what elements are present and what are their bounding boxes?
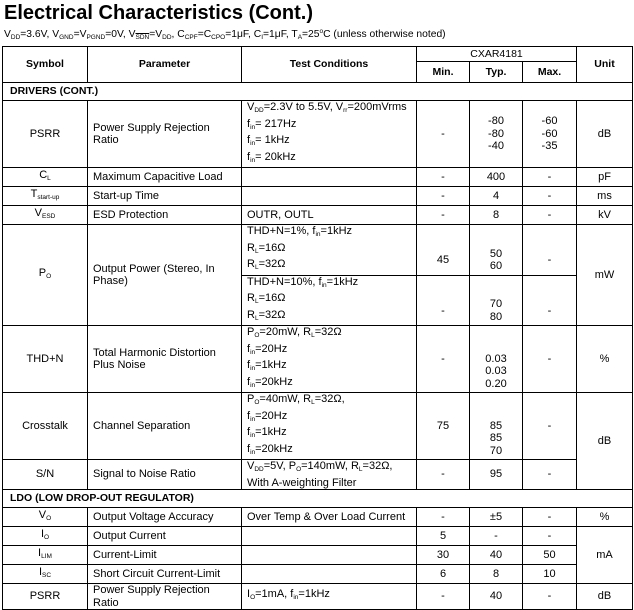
unit-cell: pF bbox=[577, 168, 633, 187]
typ-cell: 40 bbox=[470, 546, 523, 565]
min-cell: - bbox=[417, 275, 470, 326]
max-cell: -60 -60 -35 bbox=[523, 101, 577, 168]
max-cell: - bbox=[523, 206, 577, 225]
unit-cell: dB bbox=[577, 584, 633, 610]
symbol-cell: Crosstalk bbox=[3, 393, 88, 460]
max-cell: - bbox=[523, 275, 577, 326]
symbol-cell: $I_{SC}$ bbox=[3, 565, 88, 584]
symbol-cell: THD+N bbox=[3, 326, 88, 393]
typ-cell: 70 80 bbox=[470, 275, 523, 326]
min-cell: - bbox=[417, 584, 470, 610]
typ-cell: 400 bbox=[470, 168, 523, 187]
max-cell: - bbox=[523, 460, 577, 490]
max-cell: - bbox=[523, 225, 577, 276]
unit-cell: % bbox=[577, 326, 633, 393]
symbol-cell: $T_{start-up}$ bbox=[3, 187, 88, 206]
symbol-cell: $P_O$ bbox=[3, 225, 88, 326]
unit-cell: dB bbox=[577, 101, 633, 168]
unit-cell: kV bbox=[577, 206, 633, 225]
table-row bbox=[3, 206, 633, 225]
max-cell: - bbox=[523, 508, 577, 527]
typ-cell: 4 bbox=[470, 187, 523, 206]
header-max: Max. bbox=[523, 62, 577, 83]
parameter-cell: ESD Protection bbox=[88, 206, 242, 225]
table-row bbox=[3, 225, 633, 276]
conditions-cell: $V_{DD}=5V$, $P_O=140mW$, $R_L=32\Omega$, With A-weighting Filter bbox=[242, 460, 417, 490]
parameter-cell: Power Supply Rejection Ratio bbox=[88, 101, 242, 168]
unit-cell: dB bbox=[577, 393, 633, 490]
parameter-cell: Start-up Time bbox=[88, 187, 242, 206]
max-cell: - bbox=[523, 187, 577, 206]
symbol-cell: $I_{LIM}$ bbox=[3, 546, 88, 565]
conditions-cell: OUTR, OUTL bbox=[242, 206, 417, 225]
parameter-cell: Power Supply Rejection Ratio bbox=[88, 584, 242, 610]
header-symbol: Symbol bbox=[3, 47, 88, 83]
conditions-cell: $V_{DD}=2.3V$ to 5.5V, $V_{rr}=200mVrms$ $f_{in}= 217Hz$ $f_{in}= 1kHz$ $f_{in}= 20kHz$ bbox=[242, 101, 417, 168]
conditions-cell: THD+N=1%, $f_{in}=1kHz$ $R_L=16\Omega$ $R_L=32\Omega$ bbox=[242, 225, 417, 276]
conditions-cell bbox=[242, 187, 417, 206]
typ-cell: 95 bbox=[470, 460, 523, 490]
conditions-cell bbox=[242, 168, 417, 187]
typ-cell: 50 60 bbox=[470, 225, 523, 276]
typ-cell: -80 -80 -40 bbox=[470, 101, 523, 168]
typ-cell: 8 bbox=[470, 565, 523, 584]
table-row bbox=[3, 460, 633, 490]
section-row bbox=[3, 83, 633, 101]
table-row bbox=[3, 101, 633, 168]
unit-cell: ms bbox=[577, 187, 633, 206]
table-row bbox=[3, 565, 633, 584]
parameter-cell: Channel Separation bbox=[88, 393, 242, 460]
min-cell: - bbox=[417, 101, 470, 168]
table-row bbox=[3, 168, 633, 187]
max-cell: - bbox=[523, 326, 577, 393]
parameter-cell: Current-Limit bbox=[88, 546, 242, 565]
conditions-note: $V_{DD}=3.6V$, $V_{GND}=V_{PGND}=0V$, $V_{\overline{SDN}}=V_{DD}$, $C_{CPF}=C_{CPO}=1\mu F$, $C_I=1\mu F$, $T_A=25^oC$ (unless otherwise noted) bbox=[4, 28, 446, 41]
section-row bbox=[3, 490, 633, 508]
typ-cell: 85 85 70 bbox=[470, 393, 523, 460]
typ-cell: ±5 bbox=[470, 508, 523, 527]
typ-cell: 8 bbox=[470, 206, 523, 225]
parameter-cell: Output Power (Stereo, In Phase) bbox=[88, 225, 242, 326]
min-cell: 75 bbox=[417, 393, 470, 460]
max-cell: - bbox=[523, 527, 577, 546]
symbol-cell: PSRR bbox=[3, 101, 88, 168]
conditions-cell: $I_O=1mA$, $f_{in}=1kHz$ bbox=[242, 584, 417, 610]
conditions-cell bbox=[242, 565, 417, 584]
min-cell: - bbox=[417, 168, 470, 187]
symbol-cell: $V_O$ bbox=[3, 508, 88, 527]
min-cell: - bbox=[417, 326, 470, 393]
max-cell: - bbox=[523, 393, 577, 460]
typ-cell: 40 bbox=[470, 584, 523, 610]
symbol-cell: PSRR bbox=[3, 584, 88, 610]
page-title: Electrical Characteristics (Cont.) bbox=[4, 2, 313, 24]
section-drivers: DRIVERS (CONT.) bbox=[3, 83, 633, 101]
symbol-cell: $I_O$ bbox=[3, 527, 88, 546]
conditions-cell: $P_O=20mW$, $R_L=32\Omega$ $f_{in}=20Hz$ $f_{in}=1kHz$ $f_{in}=20kHz$ bbox=[242, 326, 417, 393]
min-cell: - bbox=[417, 187, 470, 206]
table-row bbox=[3, 326, 633, 393]
typ-cell: 0.03 0.03 0.20 bbox=[470, 326, 523, 393]
table-row bbox=[3, 584, 633, 610]
conditions-cell bbox=[242, 546, 417, 565]
conditions-cell: THD+N=10%, $f_{in}=1kHz$ $R_L=16\Omega$ $R_L=32\Omega$ bbox=[242, 275, 417, 326]
table-row bbox=[3, 527, 633, 546]
symbol-cell: S/N bbox=[3, 460, 88, 490]
unit-cell: % bbox=[577, 508, 633, 527]
min-cell: 6 bbox=[417, 565, 470, 584]
typ-cell: - bbox=[470, 527, 523, 546]
min-cell: 45 bbox=[417, 225, 470, 276]
section-ldo: LDO (LOW DROP-OUT REGULATOR) bbox=[3, 490, 633, 508]
max-cell: 50 bbox=[523, 546, 577, 565]
parameter-cell: Short Circuit Current-Limit bbox=[88, 565, 242, 584]
header-parameter: Parameter bbox=[88, 47, 242, 83]
min-cell: 30 bbox=[417, 546, 470, 565]
symbol-cell: $C_L$ bbox=[3, 168, 88, 187]
max-cell: - bbox=[523, 584, 577, 610]
conditions-cell: Over Temp & Over Load Current bbox=[242, 508, 417, 527]
min-cell: 5 bbox=[417, 527, 470, 546]
parameter-cell: Total Harmonic Distortion Plus Noise bbox=[88, 326, 242, 393]
parameter-cell: Output Voltage Accuracy bbox=[88, 508, 242, 527]
parameter-cell: Maximum Capacitive Load bbox=[88, 168, 242, 187]
min-cell: - bbox=[417, 206, 470, 225]
parameter-cell: Signal to Noise Ratio bbox=[88, 460, 242, 490]
table-row bbox=[3, 187, 633, 206]
table-row bbox=[3, 393, 633, 460]
conditions-cell: $P_O=40mW$, $R_L=32\Omega$, $f_{in}=20Hz$ $f_{in}=1kHz$ $f_{in}=20kHz$ bbox=[242, 393, 417, 460]
min-cell: - bbox=[417, 460, 470, 490]
unit-cell: mA bbox=[577, 527, 633, 584]
electrical-characteristics-table bbox=[2, 46, 633, 610]
symbol-cell: $V_{ESD}$ bbox=[3, 206, 88, 225]
header-device: CXAR4181 bbox=[417, 47, 577, 62]
unit-cell: mW bbox=[577, 225, 633, 326]
parameter-cell: Output Current bbox=[88, 527, 242, 546]
header-min: Min. bbox=[417, 62, 470, 83]
header-typ: Typ. bbox=[470, 62, 523, 83]
table-row bbox=[3, 508, 633, 527]
min-cell: - bbox=[417, 508, 470, 527]
header-test-conditions: Test Conditions bbox=[242, 47, 417, 83]
max-cell: 10 bbox=[523, 565, 577, 584]
conditions-cell bbox=[242, 527, 417, 546]
header-unit: Unit bbox=[577, 47, 633, 83]
max-cell: - bbox=[523, 168, 577, 187]
table-row bbox=[3, 546, 633, 565]
